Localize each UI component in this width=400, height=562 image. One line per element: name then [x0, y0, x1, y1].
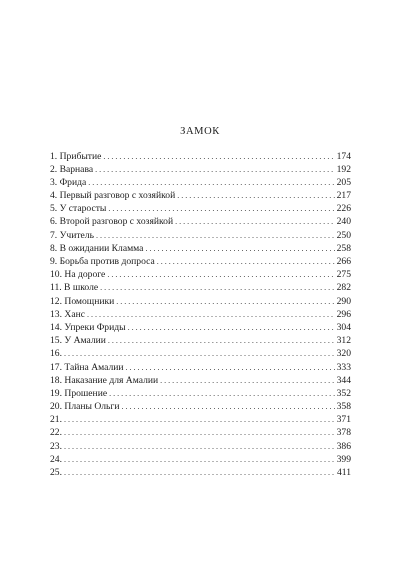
toc-entry — [50, 189, 351, 202]
toc-entry-page-number: 192 — [336, 163, 351, 175]
toc-entry-label: 19. Прошение — [50, 387, 108, 399]
dot-leader — [116, 295, 334, 308]
toc-entry-page-number: 226 — [336, 203, 351, 215]
toc-entry-label: 14. Упреки Фриды — [50, 321, 126, 333]
toc-entry-page-number: 258 — [336, 242, 351, 254]
toc-title: ЗАМОК — [180, 126, 220, 137]
toc-entry-page-number: 386 — [336, 440, 351, 452]
toc-entry — [50, 308, 351, 321]
toc-entry-page-number: 320 — [336, 348, 351, 360]
toc-entry-page-number: 312 — [336, 335, 351, 347]
toc-entry-label: 15. У Амалии — [50, 335, 106, 347]
toc-entry-label: 5. У старосты — [50, 203, 107, 215]
toc-entry-label: 18. Наказание для Амалии — [50, 374, 159, 386]
toc-entry — [50, 268, 351, 281]
toc-entry-page-number: 174 — [336, 150, 351, 162]
dot-leader — [160, 374, 334, 387]
dot-leader — [88, 176, 334, 189]
toc-entry — [50, 255, 351, 268]
toc-entry — [50, 334, 351, 347]
dot-leader — [64, 453, 335, 466]
toc-entry — [50, 361, 351, 374]
toc-entry — [50, 202, 351, 215]
toc-entry-label: 7. Учитель — [50, 229, 94, 241]
toc-entry — [50, 295, 351, 308]
toc-entry — [50, 242, 351, 255]
toc-entry-page-number: 275 — [336, 269, 351, 281]
dot-leader — [175, 215, 335, 228]
toc-entry-label: 8. В ожидании Кламма — [50, 242, 144, 254]
dot-leader — [108, 202, 334, 215]
dot-leader — [108, 334, 335, 347]
dot-leader — [177, 189, 334, 202]
dot-leader — [128, 321, 335, 334]
toc-entry-page-number: 250 — [336, 229, 351, 241]
toc-entry-label: 20. Планы Ольги — [50, 401, 120, 413]
dot-leader — [103, 150, 334, 163]
dot-leader — [107, 268, 334, 281]
toc-entry — [50, 281, 351, 294]
toc-entry — [50, 163, 351, 176]
toc-entry — [50, 215, 351, 228]
toc-entry — [50, 400, 351, 413]
dot-leader — [122, 400, 335, 413]
toc-entry-page-number: 411 — [336, 467, 351, 478]
toc-entry-label: 4. Первый разговор с хозяйкой — [50, 190, 176, 202]
toc-entry-page-number: 240 — [336, 216, 351, 228]
toc-entry-label: 3. Фрида — [50, 176, 87, 188]
toc-entry-label: 9. Борьба против допроса — [50, 256, 155, 267]
toc-entry-label: 2. Варнава — [50, 163, 94, 175]
dot-leader — [64, 413, 335, 426]
toc-entry-page-number: 266 — [336, 256, 351, 267]
toc-entry — [50, 426, 351, 439]
toc-entry-label: 16. — [50, 348, 62, 360]
dot-leader — [100, 281, 335, 294]
toc-entry-label: 11. В школе — [50, 282, 99, 294]
toc-entry-label: 10. На дороге — [50, 269, 106, 281]
dot-leader — [145, 242, 334, 255]
toc-entry — [50, 440, 351, 453]
dot-leader — [95, 163, 335, 176]
toc-entry — [50, 453, 351, 466]
toc-entry-page-number: 358 — [336, 401, 351, 413]
dot-leader — [64, 440, 335, 453]
toc-entry — [50, 321, 351, 334]
toc-entry-label: 17. Тайна Амалии — [50, 361, 124, 373]
toc-entry-page-number: 296 — [336, 308, 351, 320]
toc-entry — [50, 150, 351, 163]
toc-entry-page-number: 333 — [336, 361, 351, 373]
toc-entry-label: 12. Помощники — [50, 295, 115, 307]
toc-entry — [50, 387, 351, 400]
toc-entry-page-number: 205 — [336, 176, 351, 188]
toc-entry-page-number: 282 — [336, 282, 351, 294]
toc-entry-page-number: 352 — [336, 387, 351, 399]
dot-leader — [157, 255, 335, 268]
dot-leader — [64, 426, 335, 439]
toc-entry-page-number: 304 — [336, 321, 351, 333]
toc-entry-page-number: 290 — [336, 295, 351, 307]
toc-entry-label: 1. Прибытие — [50, 150, 102, 162]
toc-entry-label: 25. — [50, 467, 62, 478]
dot-leader — [126, 361, 335, 374]
toc-entry — [50, 229, 351, 242]
toc-entry-label: 13. Ханс — [50, 308, 85, 320]
toc-entry-label: 6. Второй разговор с хозяйкой — [50, 216, 174, 228]
toc-entry-page-number: 378 — [336, 427, 351, 439]
dot-leader — [96, 229, 335, 242]
toc-entry-label: 24. — [50, 453, 62, 465]
toc-entry — [50, 374, 351, 387]
toc-entry-label: 21. — [50, 414, 62, 426]
toc-entry-page-number: 371 — [336, 414, 351, 426]
dot-leader — [109, 387, 335, 400]
toc-entry — [50, 347, 351, 360]
toc-entry — [50, 176, 351, 189]
toc-entry-page-number: 399 — [336, 453, 351, 465]
dot-leader — [87, 308, 335, 321]
toc-entry-page-number: 217 — [336, 190, 351, 202]
dot-leader — [64, 347, 335, 360]
table-of-contents — [50, 150, 351, 480]
toc-entry-label: 22. — [50, 427, 62, 439]
toc-entry-page-number: 344 — [336, 374, 351, 386]
toc-entry — [50, 413, 351, 426]
toc-entry — [50, 466, 351, 479]
dot-leader — [64, 466, 335, 479]
toc-entry-label: 23. — [50, 440, 62, 452]
